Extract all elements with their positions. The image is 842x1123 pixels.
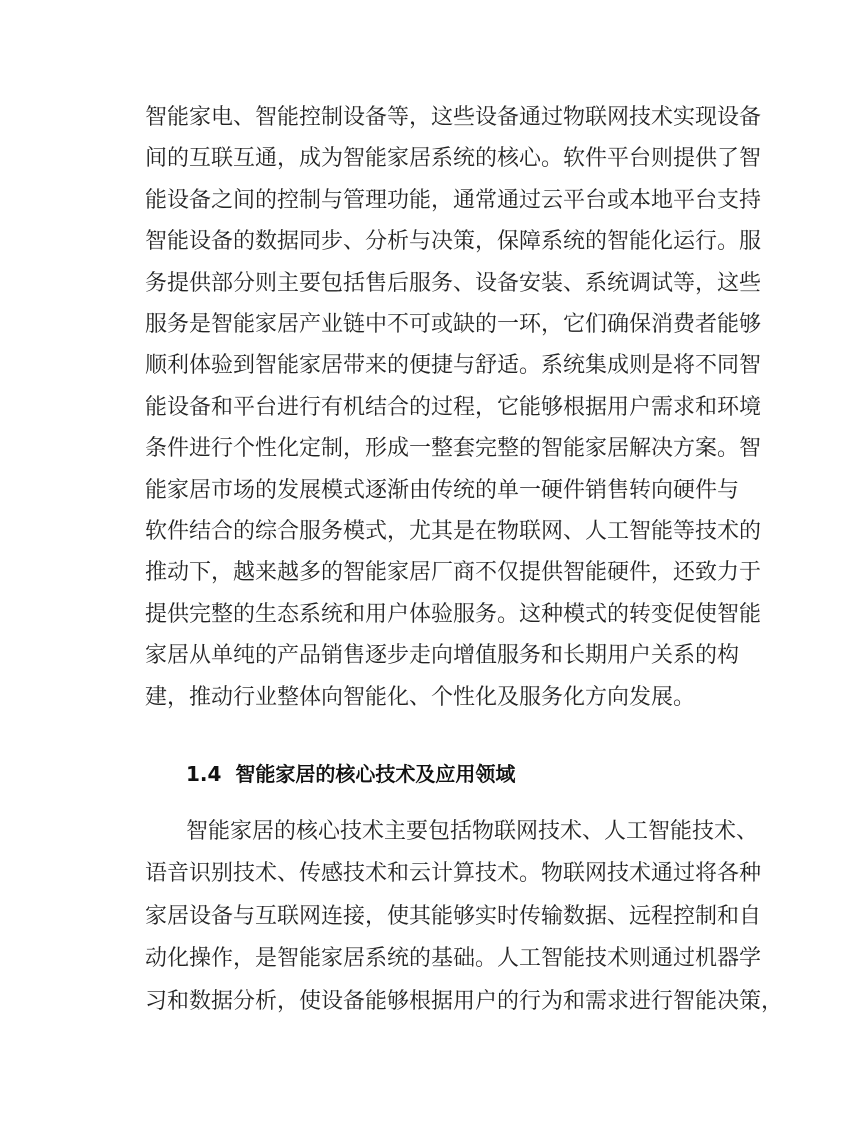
text-line: 服务是智能家居产业链中不可或缺的一环，它们确保消费者能够 [145,312,762,337]
text-line: 推动下，越来越多的智能家居厂商不仅提供智能硬件，还致力于 [145,560,762,586]
text-line: 家居从单纯的产品销售逐步走向增值服务和长期用户关系的构 [145,643,740,669]
text-line: 务提供部分则主要包括售后服务、设备安装、系统调试等，这些 [145,270,762,296]
text-line: 能设备之间的控制与管理功能，通常通过云平台或本地平台支持 [145,187,762,213]
text-line: 条件进行个性化定制，形成一整套完整的智能家居解决方案。智 [145,436,762,462]
text-line: 间的互联互通，成为智能家居系统的核心。软件平台则提供了智 [145,146,762,172]
text-line: 家居设备与互联网连接，使其能够实时传输数据、远程控制和自 [145,903,762,929]
text-line: 智能家电、智能控制设备等，这些设备通过物联网技术实现设备 [145,105,762,130]
text-line: 提供完整的生态系统和用户体验服务。这种模式的转变促使智能 [145,601,762,627]
text-line: 能设备和平台进行有机结合的过程，它能够根据用户需求和环境 [145,394,762,420]
text-line: 语音识别技术、传感技术和云计算技术。物联网技术通过将各种 [145,861,762,887]
text-line: 习和数据分析，使设备能够根据用户的行为和需求进行智能决策， [145,988,784,1014]
text-line: 动化操作，是智能家居系统的基础。人工智能技术则通过机器学 [145,946,762,972]
section-heading: 1.4 智能家居的核心技术及应用领域 [186,762,516,786]
text-line: 顺利体验到智能家居带来的便捷与舒适。系统集成则是将不同智 [145,353,762,379]
text-line: 能家居市场的发展模式逐渐由传统的单一硬件销售转向硬件与 [145,477,740,503]
text-line: 智能家居的核心技术主要包括物联网技术、人工智能技术、 [186,819,759,844]
text-line: 软件结合的综合服务模式，尤其是在物联网、人工智能等技术的 [145,519,762,544]
text-line: 智能设备的数据同步、分析与决策，保障系统的智能化运行。服 [145,229,762,255]
text-line: 建，推动行业整体向智能化、个性化及服务化方向发展。 [145,684,696,710]
